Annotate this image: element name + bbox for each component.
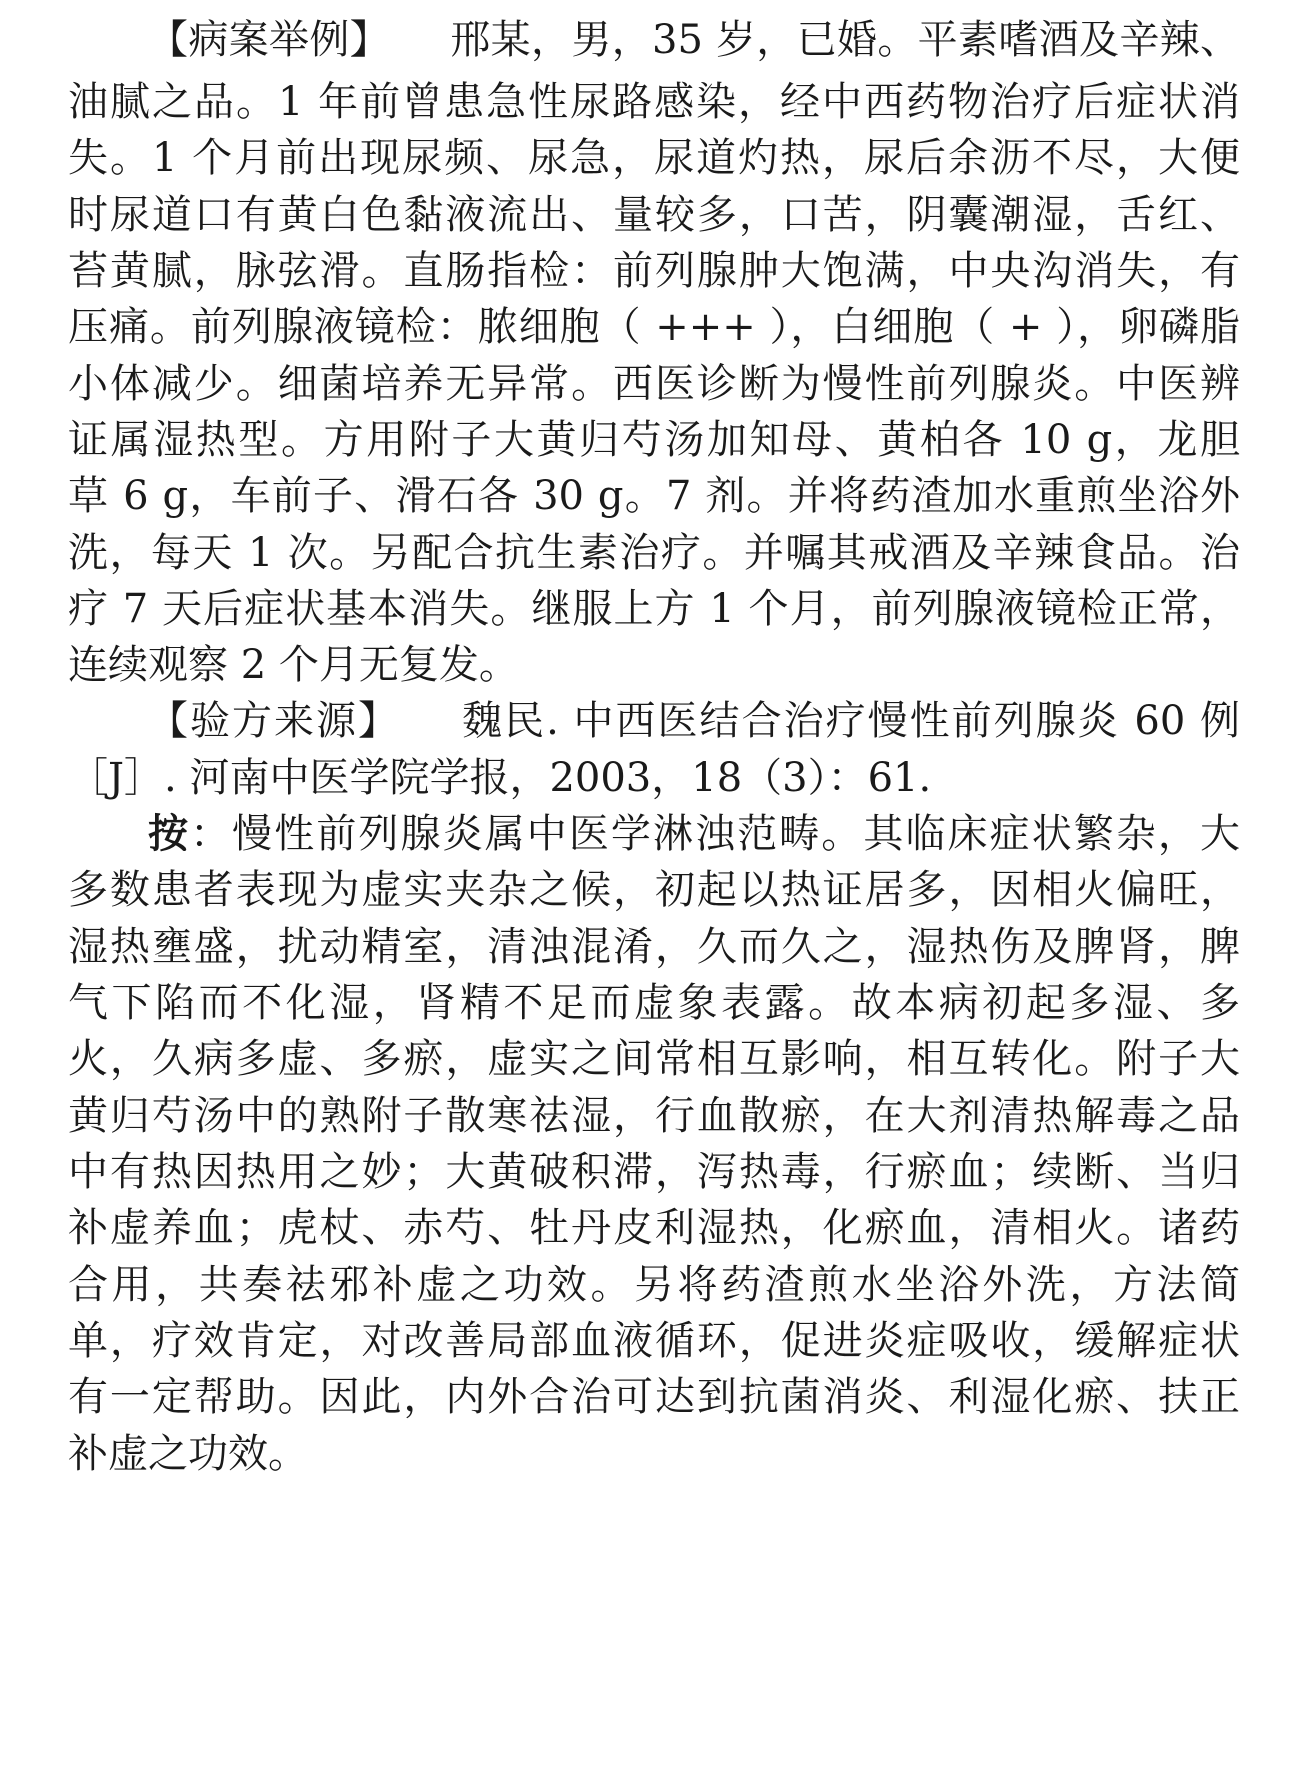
case-line-6: 压痛。前列腺液镜检：脓细胞（ +++ ），白细胞（ + ），卵磷脂 [68, 304, 1240, 350]
case-line-11: 疗 7 天后症状基本消失。继服上方 1 个月，前列腺液镜检正常， [68, 586, 1240, 632]
case-line-8: 证属湿热型。方用附子大黄归芍汤加知母、黄柏各 10 g，龙胆 [68, 417, 1240, 463]
case-line-1 [148, 9, 1240, 71]
note-lead: 按 [148, 810, 191, 857]
case-text: 邢某，男，35 岁，已婚。平素嗜酒及辛辣、 [450, 17, 1240, 63]
case-line-3: 失。1 个月前出现尿频、尿急，尿道灼热，尿后余沥不尽，大便 [68, 135, 1240, 181]
case-line-10: 洗，每天 1 次。另配合抗生素治疗。并嘱其戒酒及辛辣食品。治 [68, 530, 1240, 576]
source-heading: 【验方来源】 [148, 698, 401, 744]
note-line-12: 补虚之功效。 [68, 1431, 308, 1477]
note-line-7: 中有热因热用之妙；大黄破积滞，泻热毒，行瘀血；续断、当归 [68, 1149, 1240, 1195]
case-line-12: 连续观察 2 个月无复发。 [68, 642, 519, 688]
case-line-9: 草 6 g，车前子、滑石各 30 g。7 剂。并将药渣加水重煎坐浴外 [68, 473, 1240, 519]
source-line-1 [148, 690, 1240, 752]
note-line-8: 补虚养血；虎杖、赤芍、牡丹皮利湿热，化瘀血，清相火。诸药 [68, 1205, 1240, 1251]
note-line-3: 湿热壅盛，扰动精室，清浊混淆，久而久之，湿热伤及脾肾，脾 [68, 924, 1240, 970]
note-line-1 [148, 803, 1240, 865]
case-line-2: 油腻之品。1 年前曾患急性尿路感染，经中西药物治疗后症状消 [68, 79, 1240, 125]
source-text: 魏民. 中西医结合治疗慢性前列腺炎 60 例 [460, 698, 1240, 744]
note-line-6: 黄归芍汤中的熟附子散寒祛湿，行血散瘀，在大剂清热解毒之品 [68, 1093, 1240, 1139]
case-line-7: 小体减少。细菌培养无异常。西医诊断为慢性前列腺炎。中医辨 [68, 361, 1240, 407]
note-line-9: 合用，共奏祛邪补虚之功效。另将药渣煎水坐浴外洗，方法简 [68, 1262, 1240, 1308]
case-line-5: 苔黄腻，脉弦滑。直肠指检：前列腺肿大饱满，中央沟消失，有 [68, 248, 1240, 294]
note-line-10: 单，疗效肯定，对改善局部血液循环，促进炎症吸收，缓解症状 [68, 1318, 1240, 1364]
case-heading: 【病案举例】 [148, 17, 391, 63]
note-text: ：慢性前列腺炎属中医学淋浊范畴。其临床症状繁杂，大 [190, 811, 1240, 857]
note-line-4: 气下陷而不化湿，肾精不足而虚象表露。故本病初起多湿、多 [68, 980, 1240, 1026]
case-line-4: 时尿道口有黄白色黏液流出、量较多，口苦，阴囊潮湿，舌红、 [68, 192, 1240, 238]
note-line-11: 有一定帮助。因此，内外合治可达到抗菌消炎、利湿化瘀、扶正 [68, 1374, 1240, 1420]
source-line-2: ［J］. 河南中医学院学报，2003，18（3）：61. [68, 755, 932, 801]
note-line-2: 多数患者表现为虚实夹杂之候，初起以热证居多，因相火偏旺， [68, 867, 1240, 913]
note-line-5: 火，久病多虚、多瘀，虚实之间常相互影响，相互转化。附子大 [68, 1036, 1240, 1082]
